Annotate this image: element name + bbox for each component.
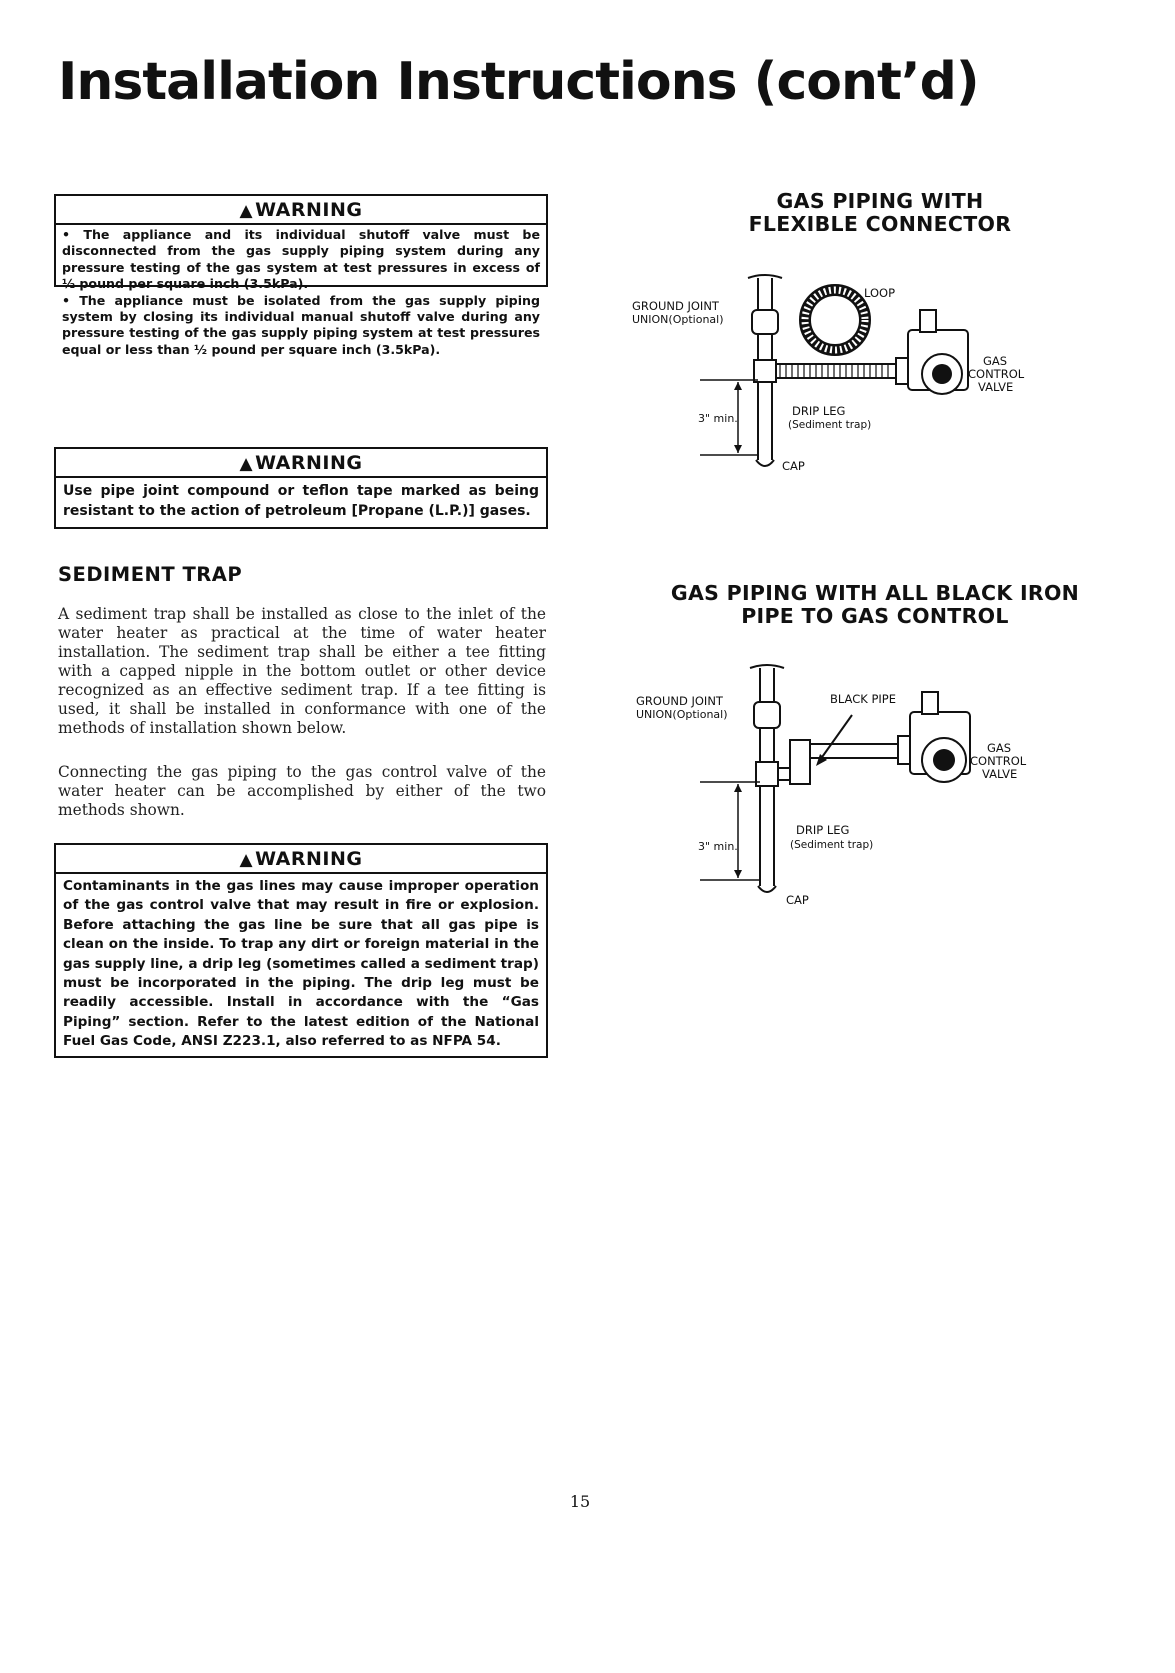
warning-heading: ▲ WARNING <box>56 449 546 478</box>
label-sediment-trap: (Sediment trap) <box>788 419 872 431</box>
label-union: UNION(Optional) <box>632 313 724 326</box>
section-heading-sediment-trap: SEDIMENT TRAP <box>58 563 243 586</box>
label-union: UNION(Optional) <box>636 708 728 721</box>
warning-box-pipe-compound <box>54 447 548 529</box>
diagram-flexible-connector <box>630 270 1080 490</box>
drip-leg <box>758 382 772 460</box>
page-number: 15 <box>569 1492 591 1511</box>
warning-body <box>56 225 546 360</box>
label-drip-leg: DRIP LEG <box>796 823 850 837</box>
label-valve: VALVE <box>978 380 1014 394</box>
label-min-length: 3" min. <box>698 840 738 853</box>
warning-bullet: • The appliance and its individual shutoff valve must be disconnected from the gas supply piping system during any pressure testing of the gas system at test pressures in excess of ½ pound per square inch (3.5kPa). <box>62 227 540 292</box>
figure-title-flexible-connector: GAS PIPING WITH FLEXIBLE CONNECTOR <box>748 189 1012 236</box>
page-title: Installation Instructions (cont’d) <box>58 52 979 112</box>
tee-fitting <box>754 360 776 382</box>
label-loop: LOOP <box>864 286 896 300</box>
union-fitting <box>752 310 778 334</box>
label-gas: GAS <box>983 354 1008 368</box>
union-fitting <box>754 702 780 728</box>
sediment-trap-paragraph: Connecting the gas piping to the gas control valve of the water heater can be accomplished by either of the two methods shown. <box>58 763 546 819</box>
drip-leg <box>760 786 774 886</box>
warning-body: Contaminants in the gas lines may cause improper operation of the gas control valve that may result in fire or explosion. Before attaching the gas line be sure that all gas pipe is clean on the inside. To trap any dirt or foreign material in the gas supply line, a drip leg (sometimes called a sediment trap) must be incorporated in the piping. The drip leg must be readily accessible. Install in accordance with the “Gas Piping” section. Refer to the latest edition of the National Fuel Gas Code, ANSI Z223.1, also referred to as NFPA 54. <box>63 878 539 1050</box>
warning-body: Use pipe joint compound or teflon tape marked as being resistant to the action of petroleum [Propane (L.P.)] gases. <box>63 483 539 519</box>
label-min-length: 3" min. <box>698 412 738 425</box>
label-sediment-trap: (Sediment trap) <box>790 839 874 851</box>
warning-box-contaminants <box>54 843 548 1058</box>
label-gas: GAS <box>987 741 1012 755</box>
warning-triangle-icon: ▲ <box>239 454 254 474</box>
elbow-fitting <box>790 740 810 784</box>
warning-box-pressure-testing <box>54 194 548 357</box>
label-cap: CAP <box>786 893 809 907</box>
drip-leg-cap <box>758 886 776 892</box>
label-black-pipe: BLACK PIPE <box>830 692 896 706</box>
warning-heading: ▲ WARNING <box>56 196 546 225</box>
label-drip-leg: DRIP LEG <box>792 404 846 418</box>
label-control: CONTROL <box>970 754 1027 768</box>
diagram-black-iron-pipe <box>630 660 1080 920</box>
label-ground-joint: GROUND JOINT <box>632 299 719 313</box>
figure-title-black-iron: GAS PIPING WITH ALL BLACK IRON PIPE TO GAS CONTROL <box>670 581 1080 628</box>
warning-triangle-icon: ▲ <box>239 850 254 870</box>
label-ground-joint: GROUND JOINT <box>636 694 723 708</box>
warning-triangle-icon: ▲ <box>239 201 254 221</box>
warning-bullet: • The appliance must be isolated from the gas supply piping system by closing its individual manual shutoff valve during any pressure testing of the gas supply piping system at test pressures equal or less than ½ pound per square inch (3.5kPa). <box>62 292 540 357</box>
label-valve: VALVE <box>982 767 1018 781</box>
flexible-connector <box>776 364 896 378</box>
warning-heading: ▲ WARNING <box>56 845 546 874</box>
drip-leg-cap <box>756 460 774 466</box>
sediment-trap-paragraph: A sediment trap shall be installed as close to the inlet of the water heater as practical at the time of water heater installation. The sediment trap shall be either a tee fitting with a capped nipple in the bottom outlet or other device recognized as an effective sediment trap. If a tee fitting is used, it shall be installed in conformance with one of the methods of installation shown below. <box>58 605 546 737</box>
label-control: CONTROL <box>968 367 1025 381</box>
label-cap: CAP <box>782 459 805 473</box>
